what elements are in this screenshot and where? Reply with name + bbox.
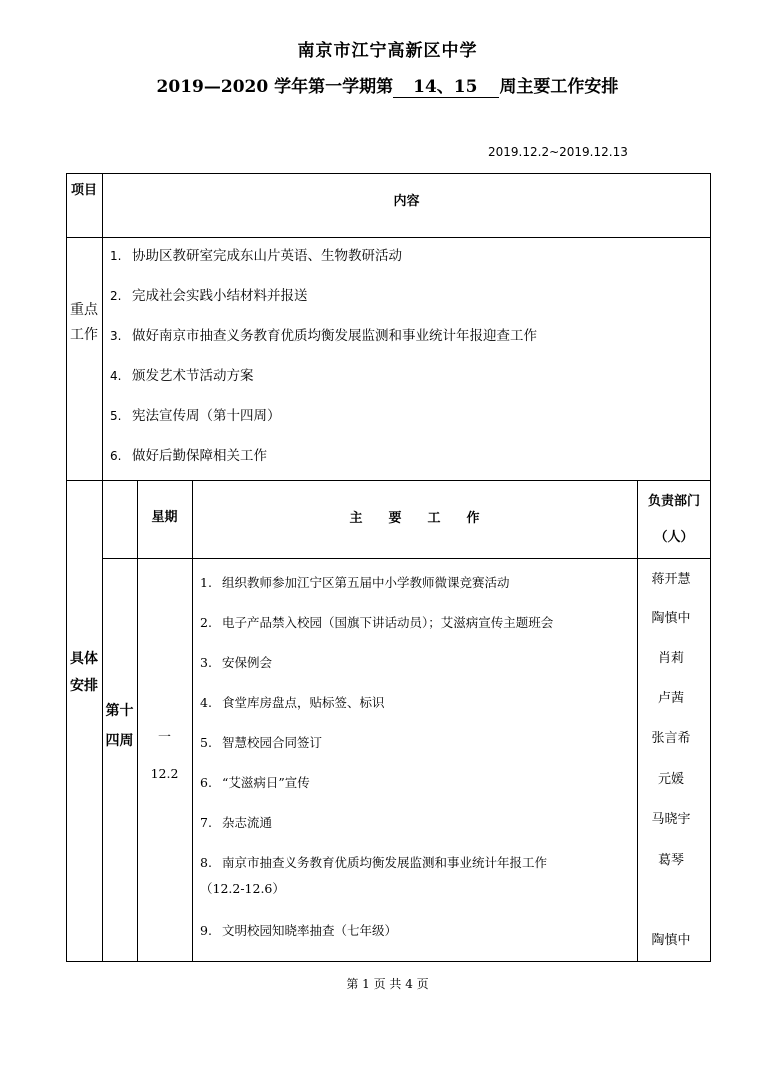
person: 元媛: [657, 772, 684, 787]
table-border-bottom: [66, 961, 711, 962]
key-work-label: 重点工作: [70, 302, 98, 343]
school-title: 南京市江宁高新区中学: [297, 41, 478, 61]
person: 陶慎中: [651, 611, 691, 626]
list-item: 4. 食堂库房盘点，贴标签、标识: [200, 695, 385, 710]
week14-list: [200, 573, 632, 951]
table-border-left: [66, 173, 67, 962]
table-divider: [102, 173, 103, 962]
table-divider: [192, 480, 193, 962]
list-item: 6. “艾滋病日”宣传: [200, 775, 310, 790]
list-item: 7. 杂志流通: [200, 815, 273, 830]
title-suffix: 周主要工作安排: [499, 77, 619, 97]
list-item: 6. 做好后勤保障相关工作: [110, 448, 267, 464]
table-divider: [637, 480, 638, 962]
week-label: 第十四周: [105, 703, 134, 749]
list-item: 9. 文明校园知晓率抽查（七年级）: [200, 923, 398, 938]
list-item: 3. 安保例会: [200, 655, 273, 670]
list-item: 1. 协助区教研室完成东山片英语、生物教研活动: [110, 248, 402, 264]
person: 陶慎中: [651, 933, 691, 948]
person: 肖莉: [657, 651, 684, 666]
header-weekday: 星期: [151, 510, 178, 525]
table-divider: [66, 237, 711, 238]
table-border-top: [66, 173, 711, 174]
table-divider: [137, 480, 138, 962]
schedule-title: [0, 72, 775, 98]
title-prefix: 2019—2020 学年第一学期第: [156, 77, 394, 97]
plan-label: 具体安排: [70, 651, 98, 694]
person: 张言希: [651, 731, 691, 746]
list-item: 8. 南京市抽查义务教育优质均衡发展监测和事业统计年报工作: [200, 855, 548, 870]
list-item: 5. 宪法宣传周（第十四周）: [110, 408, 281, 424]
list-item: 2. 完成社会实践小结材料并报送: [110, 288, 308, 304]
table-divider: [102, 558, 711, 559]
person: 蒋开慧: [651, 572, 691, 587]
list-item: 5. 智慧校园合同签订: [200, 735, 323, 750]
page-footer: 第 1 页 共 4 页: [346, 977, 429, 991]
header-main-work: 主 要 工 作: [349, 511, 480, 526]
person: 卢茜: [657, 691, 684, 706]
list-item: 2. 电子产品禁入校园（国旗下讲话动员）；艾滋病宣传主题班会: [200, 615, 554, 630]
date-range: 2019.12.2~2019.12.13: [488, 145, 628, 159]
list-item: 3. 做好南京市抽查义务教育优质均衡发展监测和事业统计年报迎查工作: [110, 328, 537, 344]
person: 马晓宇: [651, 812, 691, 827]
header-content: 内容: [393, 194, 420, 209]
key-work-list: [110, 244, 700, 484]
list-item: 1. 组织教师参加江宁区第五届中小学教师微课竞赛活动: [200, 575, 510, 590]
header-dept: 负责部门（人）: [647, 494, 700, 545]
title-weeks: 14、15: [393, 72, 499, 98]
header-item: 项目: [70, 183, 97, 198]
day-date: 12.2: [150, 766, 179, 781]
list-item: 4. 颁发艺术节活动方案: [110, 368, 254, 384]
day-label: 一: [157, 730, 171, 745]
list-item: （12.2-12.6）: [200, 881, 285, 896]
person: 葛琴: [657, 853, 684, 868]
